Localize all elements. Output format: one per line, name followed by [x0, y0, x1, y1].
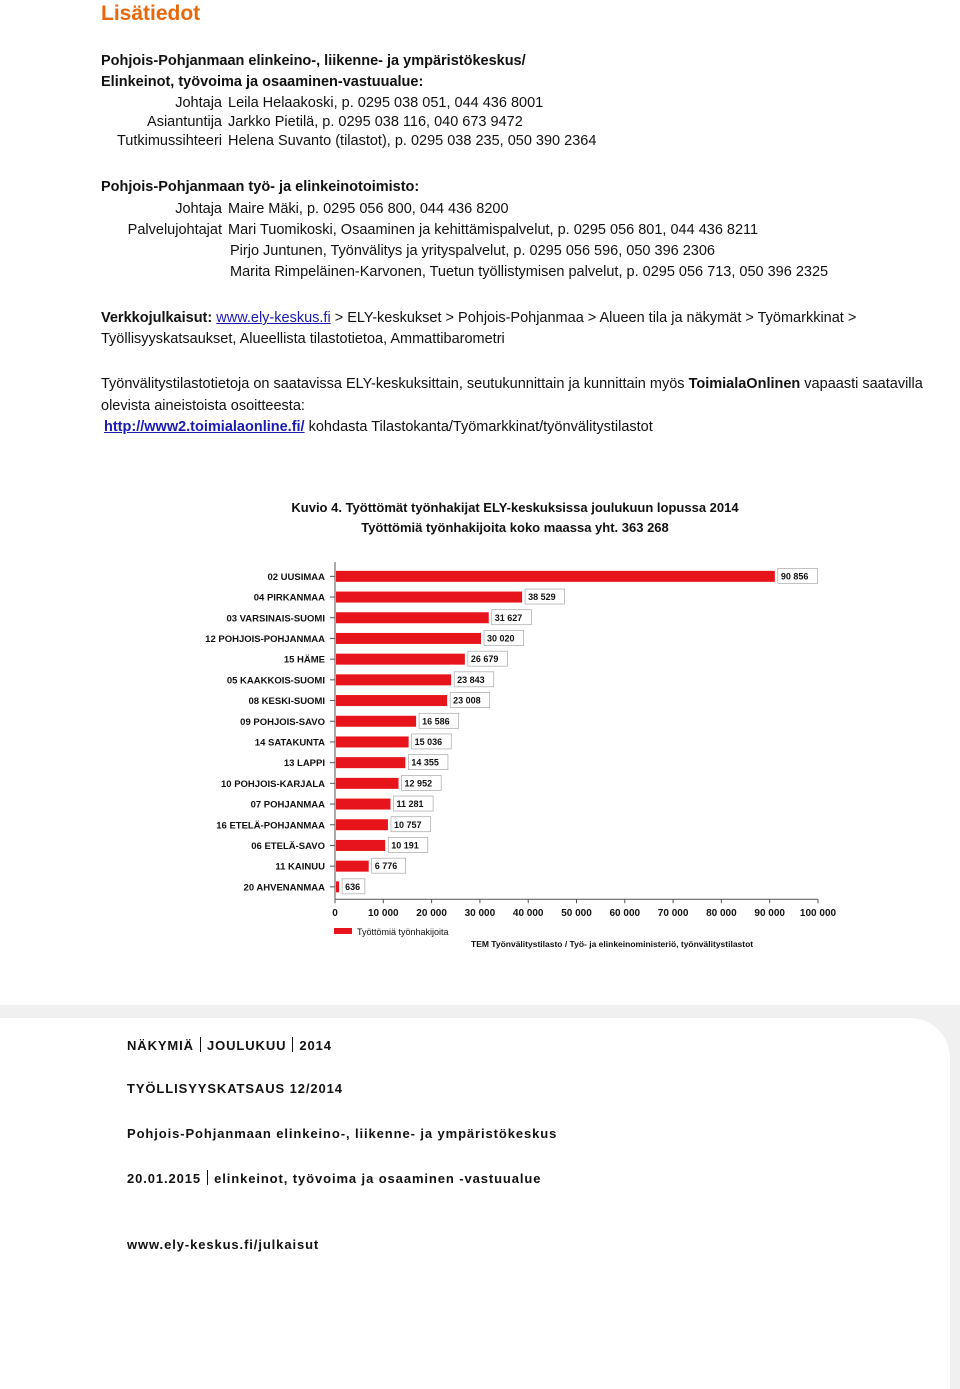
stats-text-a: Työnvälitystilastotietoja on saatavissa ELY-keskuksittain, seutukunnittain ja kunnittain myös	[101, 376, 689, 392]
stats-paragraph	[101, 374, 951, 417]
te-org: Pohjois-Pohjanmaan työ- ja elinkeinotoimisto:	[101, 179, 420, 195]
footer-panel	[0, 1018, 950, 1389]
ely-role-expert: Asiantuntija	[147, 114, 222, 130]
bar	[336, 571, 775, 582]
footer-line-1	[127, 1037, 332, 1053]
footer-separator	[292, 1037, 293, 1052]
footer-line-5: www.ely-keskus.fi/julkaisut	[127, 1237, 320, 1252]
ely-role-secretary: Tutkimussihteeri	[116, 133, 222, 149]
value-label: 31 627	[494, 612, 523, 623]
te-info-service-3: Marita Rimpeläinen-Karvonen, Tuetun työllistymisen palvelut, p. 0295 056 713, 050 396 2325	[230, 264, 829, 280]
x-tick-label: 90 000	[754, 908, 785, 920]
web-label: Verkkojulkaisut:	[101, 310, 213, 326]
value-label: 15 036	[414, 736, 443, 747]
category-label: 04 PIRKANMAA	[253, 592, 325, 604]
ely-role-director: Johtaja	[175, 95, 222, 111]
stats-text-c: kohdasta Tilastokanta/Työmarkkinat/työnvälitystilastot	[304, 419, 653, 435]
bar	[336, 736, 409, 747]
bar	[336, 716, 416, 727]
ely-org-line2: Elinkeinot, työvoima ja osaaminen-vastuualue:	[101, 74, 424, 90]
category-label: 16 ETELÄ-POHJANMAA	[216, 820, 325, 832]
category-label: 05 KAAKKOIS-SUOMI	[226, 675, 325, 687]
footer-month: JOULUKUU	[206, 1038, 287, 1053]
chart-title: Kuvio 4. Työttömät työnhakijat ELY-keskuksissa joulukuun lopussa 2014	[291, 500, 739, 515]
category-label: 14 SATAKUNTA	[254, 737, 325, 749]
value-label: 26 679	[470, 654, 499, 665]
value-label: 23 843	[457, 674, 485, 685]
bar	[336, 654, 465, 665]
category-label: 10 POHJOIS-KARJALA	[221, 778, 325, 790]
x-tick-label: 40 000	[512, 908, 544, 920]
bar	[336, 757, 405, 768]
category-label: 08 KESKI-SUOMI	[248, 696, 325, 708]
x-tick-label: 20 000	[416, 908, 447, 920]
te-info-service-2: Pirjo Juntunen, Työnvälitys ja yrityspalvelut, p. 0295 056 596, 050 396 2306	[230, 243, 715, 259]
x-tick-label: 100 000	[799, 908, 837, 920]
footer-separator	[200, 1037, 201, 1052]
category-label: 06 ETELÄ-SAVO	[251, 840, 325, 852]
value-label: 6 776	[374, 861, 398, 872]
category-label: 02 UUSIMAA	[267, 571, 325, 583]
footer-date: 20.01.2015	[127, 1171, 202, 1186]
bar	[336, 612, 489, 623]
value-label: 38 529	[528, 592, 556, 603]
value-label: 11 281	[396, 799, 424, 810]
stats-text-b: vapaasti saatavilla olevista aineistoista osoitteesta:	[101, 376, 923, 414]
footer-series: NÄKYMIÄ	[127, 1038, 194, 1053]
category-label: 11 KAINUU	[275, 861, 325, 873]
web-publications	[101, 309, 856, 327]
value-label: 10 191	[391, 840, 419, 851]
bar	[336, 674, 451, 685]
web-path-1: > ELY-keskukset > Pohjois-Pohjanmaa > Alueen tila ja näkymät > Työmarkkinat >	[330, 310, 857, 326]
toimialaonline-name: ToimialaOnlinen	[688, 376, 801, 392]
bar	[336, 881, 339, 892]
value-label: 16 586	[422, 716, 450, 727]
value-label: 90 856	[780, 571, 809, 582]
bar	[336, 633, 481, 644]
x-tick-label: 30 000	[464, 908, 496, 920]
bar	[336, 778, 399, 789]
value-label: 636	[345, 881, 361, 892]
category-label: 13 LAPPI	[283, 758, 325, 770]
te-info-director: Maire Mäki, p. 0295 056 800, 044 436 8200	[228, 201, 509, 217]
x-tick-label: 80 000	[706, 908, 737, 920]
ely-org-line1: Pohjois-Pohjanmaan elinkeino-, liikenne- ja ympäristökeskus/	[101, 53, 526, 69]
x-tick-label: 50 000	[561, 908, 592, 920]
web-path-2: Työllisyyskatsaukset, Alueellista tilastotietoa, Ammattibarometri	[101, 331, 505, 347]
ely-info-director: Leila Helaakoski, p. 0295 038 051, 044 436 8001	[228, 95, 544, 111]
te-info-service-1: Mari Tuomikoski, Osaaminen ja kehittämispalvelut, p. 0295 056 801, 044 436 8211	[228, 222, 759, 238]
x-tick-label: 70 000	[657, 908, 689, 920]
category-label: 03 VARSINAIS-SUOMI	[226, 613, 325, 625]
te-role-director: Johtaja	[175, 201, 222, 217]
category-label: 12 POHJOIS-POHJANMAA	[205, 633, 325, 645]
footer-unit: elinkeinot, työvoima ja osaaminen -vastuualue	[214, 1171, 542, 1186]
bar	[336, 861, 369, 872]
category-label: 09 POHJOIS-SAVO	[240, 716, 325, 728]
category-label: 15 HÄME	[283, 654, 325, 666]
footer-line-3: Pohjois-Pohjanmaan elinkeino-, liikenne- ja ympäristökeskus	[127, 1126, 558, 1141]
value-label: 30 020	[486, 633, 515, 644]
category-label: 20 AHVENANMAA	[243, 882, 325, 894]
ely-info-expert: Jarkko Pietilä, p. 0295 038 116, 040 673 9472	[228, 114, 523, 130]
value-label: 10 757	[393, 819, 422, 830]
value-label: 23 008	[453, 695, 481, 706]
legend-swatch	[334, 928, 352, 934]
footer-separator	[207, 1170, 208, 1185]
footer-year: 2014	[299, 1038, 332, 1053]
bar	[336, 695, 447, 706]
ely-info-secretary: Helena Suvanto (tilastot), p. 0295 038 235, 050 390 2364	[228, 133, 597, 149]
x-tick-label: 10 000	[368, 908, 399, 920]
toimialaonline-link[interactable]: http://www2.toimialaonline.fi/	[104, 419, 305, 435]
bar	[336, 592, 522, 603]
footer-line-4	[127, 1170, 541, 1186]
te-role-service: Palvelujohtajat	[127, 222, 222, 238]
footer-line-2: TYÖLLISYYSKATSAUS 12/2014	[127, 1081, 343, 1096]
x-tick-label: 0	[332, 908, 338, 920]
category-label: 07 POHJANMAA	[250, 799, 325, 811]
bar	[336, 819, 388, 830]
page-title: Lisätiedot	[101, 2, 201, 25]
bar-chart	[181, 494, 852, 955]
chart-source: TEM Työnvälitystilasto / Työ- ja elinkeinoministeriö, työnvälitystilastot	[471, 939, 754, 949]
legend-label: Työttömiä työnhakijoita	[357, 927, 449, 937]
x-tick-label: 60 000	[609, 908, 641, 920]
ely-keskus-link[interactable]: www.ely-keskus.fi	[216, 310, 331, 326]
bar	[336, 799, 390, 810]
value-label: 12 952	[404, 778, 433, 789]
bar	[336, 840, 385, 851]
value-label: 14 355	[411, 757, 439, 768]
stats-link-line	[104, 418, 653, 436]
chart-subtitle: Työttömiä työnhakijoita koko maassa yht. 363 268	[361, 520, 669, 535]
